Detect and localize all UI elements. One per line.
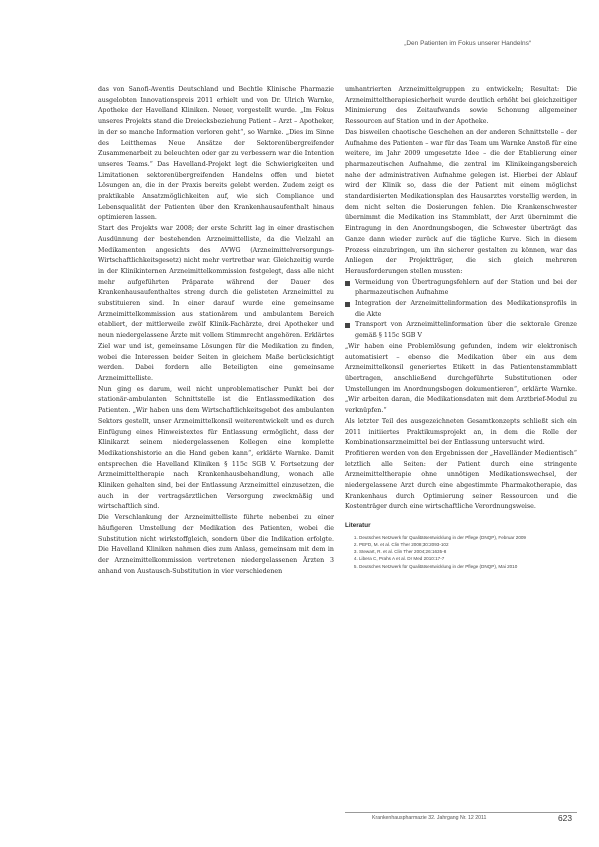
body-paragraph: Nun ging es darum, weil nicht unproblematischer Punkt bei der stationär-ambulanten Schnittstelle ist die Entlassmedikation des Patienten. „Wir haben uns dem Wirtschaftlichkeitsgebot des ambulanten Sektors gestellt, unser Arzneimittelkonsil weiterentwickelt und es durch Einfügung eines Hinweistextes für Entlassung ermöglicht, dass der Klinikarzt seinem niedergelassenen Kollegen eine komplette Medikationshistorie an die Hand geben kann“, erklärte Warnke. Damit entsprechen die Havelland Kliniken § 115c SGB V. Fortsetzung der Arzneimitteltherapie nach Krankenhausbehandlung, wonach alle Kliniken gehalten sind, bei der Entlassung Arzneimittel einzusetzen, die auch in der vertragsärztlichen Versorgung zweckmäßig und wirtschaftlich sind. bbox=[98, 385, 334, 511]
running-header: „Den Patienten im Fokus unserer Handelns“ bbox=[404, 40, 531, 47]
list-item: Integration der Arzneimittelinformation des Medikationsprofils in die Akte bbox=[345, 299, 577, 320]
list-item: Vermeidung von Übertragungsfehlern auf der Station und bei der pharmazeutischen Aufnahme bbox=[345, 278, 577, 299]
left-column bbox=[98, 85, 334, 577]
footer-divider bbox=[345, 812, 577, 813]
literature-heading: Literatur bbox=[345, 522, 371, 530]
list-item: Transport von Arzneimittelinformation über die sektorale Grenze gemäß § 115c SGB V bbox=[345, 320, 577, 341]
challenge-list bbox=[345, 278, 577, 342]
reference-item: 4. Libera C, Prahs A et al. Dr Med 2010:17-7 bbox=[359, 555, 577, 562]
body-paragraph: Als letzter Teil des ausgezeichneten Gesamtkonzepts schließt sich ein 2011 initiiertes Praktikumsprojekt an, in dem die Rolle der Kombinationsarzneimittel bei der Entlassung untersucht wird. bbox=[345, 417, 577, 447]
body-paragraph: Die Verschlankung der Arzneimittelliste führte nebenbei zu einer häufigeren Umstellung der Medikation des Patienten, wobei die Substitution nicht wirkstoffgleich, sondern über die Indikation erfolgte. Die Havelland Kliniken nahmen dies zum Anlass, gemeinsam mit dem in der Arzneimittelkommission vertretenen niedergelassenen Ärzten 3 anhand von Austausch-Substitution in vier verschiedenen bbox=[98, 514, 334, 575]
body-paragraph: umhantrierten Arzneimittelgruppen zu entwickeln; Resultat: Die Arzneimitteltherapiesicherheit wurde deutlich erhöht bei gleichzeitiger Minimierung des Zeitaufwands sowie Schonung allgemeiner Ressourcen auf Station und in der Apotheke. bbox=[345, 86, 577, 126]
reference-list bbox=[345, 534, 577, 570]
right-column bbox=[345, 85, 577, 570]
body-paragraph: das von Sanofi-Aventis Deutschland und Bechtle Klinische Pharmazie ausgelobten Innovationspreis 2011 erhielt und von Dr. Ulrich Warnke, Apotheke der Havelland Kliniken. Neuer, vorgestellt wurde. „Im Fokus unseres Projekts stand die Dreiecksbeziehung Patient – Arzt – Apotheker, in der so manche Information verloren geht“, so Warnke. „Dies im Sinne des Leitthemas Neue Ansätze der Sektorenübergreifender Zusammenarbeit zu beleuchten oder gar zu verbessern war die Intention unseres Teams.“ Das Havelland-Projekt legt die Schwierigkeiten und Limitationen sektorenübergreifenden Handelns offen und bietet Lösungen an, die in der Praxis bereits gelebt werden. Zudem zeigt es praktikable Ansatzmöglichkeiten auf, wie sich Compliance und Lebensqualität der Patienten über den Krankenhausaufenthalt hinaus optimieren lassen. bbox=[98, 86, 334, 222]
body-paragraph: Start des Projekts war 2008; der erste Schritt lag in einer drastischen Ausdünnung der bestehenden Arzneimittelliste, da die Vielzahl an Medikamenten angesichts des AVWG (Arzneimittelversorgungs-Wirtschaftlichkeitsgesetz) nicht mehr vertretbar war. Gleichzeitig wurde in der Klinikinternen Arzneimittelkommission festgelegt, dass alle nicht mehr aufgeführten Präparate während der Dauer des Krankenhausaufenthaltes streng durch die gelisteten Arzneimittel zu substituieren sind. In einer darauf wurde eine gemeinsame Arzneimittelkommission aus stationärem und ambulantem Bereich etabliert, der mittlerweile zwölf Klinik-Fachärzte, drei Apotheker und neun niedergelassene Ärzte mit vollem Stimmrecht angehören. Erklärtes Ziel war und ist, gemeinsame Lösungen für die Medikation zu finden, wobei die Interessen beider Seiten in gleichem Maße berücksichtigt werden. Dabei fordern alle Beteiligten eine gemeinsame Arzneimittelliste. bbox=[98, 225, 334, 382]
body-paragraph: Profitieren werden von den Ergebnissen der „Havelländer Medientisch“ letztlich alle Seiten: der Patient durch eine stringente Arzneimitteltherapie ohne unnötigen Medikationswechsel, der niedergelassene Arzt durch eine abgestimmte Pharmakotherapie, das Krankenhaus durch Optimierung seiner Ressourcen und die Kostenträger durch eine wirtschaftliche Verordnungsweise. bbox=[345, 449, 577, 511]
journal-info: Krankenhauspharmazie 32. Jahrgang Nr. 12 2011 bbox=[372, 815, 487, 821]
body-paragraph: „Wir haben eine Problemlösung gefunden, indem wir elektronisch automatisiert – ebenso die Medikation über ein aus dem Arzneimittelkonsil generiertes Etikett in das Patientenstammblatt übertragen, anschließend durchgeführte Substitutionen oder Umstellungen im Anordnungsbogen dokumentieren“, erklärte Warnke. „Wir arbeiten daran, die Medikationsdaten mit dem Arztbrief-Modul zu verknüpfen.“ bbox=[345, 342, 577, 415]
page-number: 623 bbox=[558, 813, 572, 823]
body-paragraph: Das bisweilen chaotische Geschehen an der anderen Schnittstelle – der Aufnahme des Patienten – war für das Team um Warnke Anstoß für eine weitere, im Jahr 2009 umgesetzte Idee – die der Etablierung einer pharmazeutischen Aufnahme, die zentral im Klinikeingangsbereich nahe der administrativen Aufnahme gelegen ist. Hierbei der Ablauf wird der Klinik so, dass die der Patient mit einem möglichst standardisierten Medikationsplan des Hausarztes vorstellig werden, in dem nicht selten die Dosierungen fehlen. Die Krankenschwester übernimmt die Medikation ins Stammblatt, der Arzt übernimmt die Eintragung in den Anordnungsbogen, die Schwester überträgt das Ganze dann wieder zurück auf die tägliche Kurve. Sich in diesem Prozess einzubringen, um ihn sicherer gestalten zu können, war das Anliegen der Projektträger, die sich gleich mehreren Herausforderungen stellen mussten: bbox=[345, 128, 577, 275]
reference-item: 1. Deutsches Netzwerk für Qualitätsentwicklung in der Pflege (DNQP), Februar 2009 bbox=[359, 534, 577, 541]
reference-item: 2. PEFD, M. et al. Clin Ther 2008;30:2093-102 bbox=[359, 541, 577, 548]
reference-item: 3. Stewart, R. et al. Clin Ther 2004;26:1635-8 bbox=[359, 548, 577, 555]
reference-item: 5. Deutsches Netzwerk für Qualitätsentwicklung in der Pflege (DNQP), Mai 2010 bbox=[359, 563, 577, 570]
